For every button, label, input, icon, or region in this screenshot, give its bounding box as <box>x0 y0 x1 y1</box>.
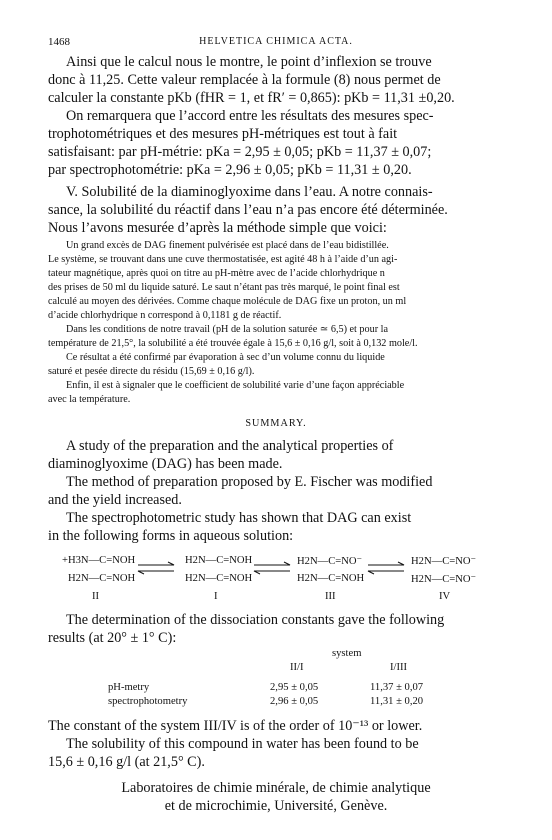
summary-line: The determination of the dissociation constants gave the following <box>66 612 445 628</box>
table-caption: system <box>332 648 362 659</box>
small-text-line: Ce résultat a été confirmé par évaporation à sec d’un volume connu du liquide <box>66 352 385 363</box>
summary-line: The method of preparation proposed by E. Fischer was modified <box>66 474 433 490</box>
form-I-label: I <box>214 591 218 602</box>
table-cell: 11,37 ± 0,07 <box>370 682 424 693</box>
table-header: II/I <box>290 662 304 673</box>
small-text-line: température de 21,5°, la solubilité a été trouvée égale à 15,6 ± 0,16 g/l, soit à 0,132 mole/l. <box>48 338 418 349</box>
page-number: 1468 <box>48 36 70 48</box>
small-text-line: des prises de 50 ml du liquide saturé. Le saut n’étant pas très marqué, le point final est <box>48 282 400 293</box>
summary-line: diaminoglyoxime (DAG) has been made. <box>48 456 283 472</box>
small-text-line: saturé et pesée directe du résidu (15,69 ± 0,16 g/l). <box>48 366 255 377</box>
form-II-top: +H3N—C=NOH <box>62 555 136 566</box>
equilibrium-arrow-icon <box>364 560 408 576</box>
small-text-line: tateur magnétique, après quoi on titre au pH-mètre avec de l’acide chlorhydrique n <box>48 268 385 279</box>
small-text-line: d’acide chlorhydrique n correspond à 0,1181 g de réactif. <box>48 310 282 321</box>
small-text-line: avec la température. <box>48 394 131 405</box>
table-row-label: pH-metry <box>108 682 150 693</box>
summary-line: The constant of the system III/IV is of the order of 10⁻¹³ or lower. <box>48 718 423 734</box>
table-header: I/III <box>390 662 408 673</box>
para1-line: On remarquera que l’accord entre les résultats des mesures spec- <box>66 108 434 124</box>
para1-line: donc à 11,25. Cette valeur remplacée à la formule (8) nous permet de <box>48 72 441 88</box>
small-text-line: calculé au moyen des dérivées. Comme chaque molécule de DAG fixe un proton, un ml <box>48 296 407 307</box>
form-II-bottom: H2N—C=NOH <box>68 573 136 584</box>
summary-line: The spectrophotometric study has shown that DAG can exist <box>66 510 412 526</box>
para1-line: trophotométriques et des mesures pH-métriques est tout à fait <box>48 126 398 142</box>
table-row-label: spectrophotometry <box>108 696 188 707</box>
summary-line: 15,6 ± 0,16 g/l (at 21,5° C). <box>48 754 205 770</box>
summary-line: results (at 20° ± 1° C): <box>48 630 177 646</box>
form-IV-top: H2N—C=NO⁻ <box>411 556 477 567</box>
form-IV-bottom: H2N—C=NO⁻ <box>411 574 477 585</box>
para1-line: par spectrophotométrie: pKa = 2,96 ± 0,05; pKb = 11,31 ± 0,20. <box>48 162 412 178</box>
summary-line: and the yield increased. <box>48 492 182 508</box>
form-IV-label: IV <box>439 591 451 602</box>
equilibrium-arrow-icon <box>250 560 294 576</box>
form-III-label: III <box>325 591 336 602</box>
para1-line: calculer la constante pKb (fHR = 1, et fR′ = 0,865): pKb = 11,31 ±0,20. <box>48 90 455 106</box>
form-I-top: H2N—C=NOH <box>185 555 253 566</box>
para1-line: Ainsi que le calcul nous le montre, le point d’inflexion se trouve <box>66 54 432 70</box>
summary-heading: SUMMARY. <box>245 418 307 429</box>
small-text-line: Dans les conditions de notre travail (pH de la solution saturée ≃ 6,5) et pour la <box>66 324 389 335</box>
small-text-line: Un grand excès de DAG finement pulvérisée est placé dans de l’eau bidistillée. <box>66 240 389 251</box>
running-header <box>48 36 504 50</box>
form-III-bottom: H2N—C=NOH <box>297 573 365 584</box>
para2-line: sance, la solubilité du réactif dans l’eau n’a pas encore été déterminée. <box>48 202 448 218</box>
table-cell: 11,31 ± 0,20 <box>370 696 424 707</box>
small-text-line: Enfin, il est à signaler que le coefficient de solubilité varie d’une façon appréciable <box>66 380 405 391</box>
table-cell: 2,96 ± 0,05 <box>270 696 319 707</box>
summary-line: A study of the preparation and the analytical properties of <box>66 438 394 454</box>
affiliation-line: et de microchimie, Université, Genève. <box>164 798 388 814</box>
form-I-bottom: H2N—C=NOH <box>185 573 253 584</box>
section-v-heading: V. Solubilité de la diaminoglyoxime dans l’eau. A notre connais- <box>66 184 433 200</box>
summary-line: The solubility of this compound in water has been found to be <box>66 736 419 752</box>
para1-line: satisfaisant: par pH-métrie: pKa = 2,95 ± 0,05; pKb = 11,37 ± 0,07; <box>48 144 432 160</box>
para2-line: Nous l’avons mesurée d’après la méthode simple que voici: <box>48 220 387 236</box>
affiliation-line: Laboratoires de chimie minérale, de chimie analytique <box>121 780 431 796</box>
table-cell: 2,95 ± 0,05 <box>270 682 319 693</box>
journal-title: HELVETICA CHIMICA ACTA. <box>199 36 353 47</box>
summary-line: in the following forms in aqueous solution: <box>48 528 294 544</box>
form-III-top: H2N—C=NO⁻ <box>297 556 363 567</box>
equilibrium-arrow-icon <box>134 560 178 576</box>
small-text-line: Le système, se trouvant dans une cuve thermostatisée, est agité 48 h à l’aide d’un agi- <box>48 254 398 265</box>
form-II-label: II <box>92 591 100 602</box>
